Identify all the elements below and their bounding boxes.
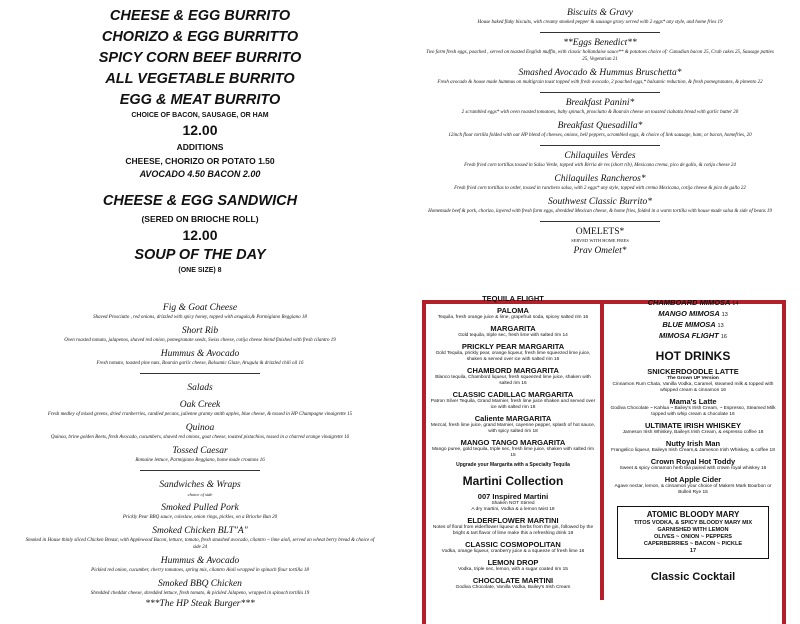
mimosa-item: MIMOSA FLIGHT 16: [659, 331, 727, 340]
dish-name: Chilaquiles Rancheros*: [554, 174, 646, 184]
dish-description: Fresh tomato, toasted pine nuts, Boursin garlic cheese, Balsamic Glaze, Arugula & drizzled chili oil 16: [96, 361, 304, 366]
additions-line: CHEESE, CHORIZO OR POTATO 1.50: [125, 156, 275, 166]
dish-description: Pickled red onion, cucumber, cherry tomatoes, spring mix, cilantro Aioli wrapped in spinach flour tortilla 18: [91, 568, 309, 573]
drink-name: CHOCOLATE MARTINI: [472, 576, 554, 585]
dish-description: Shredded cheddar cheese, shredded lettuce, fresh tomato, & pickled Jalapeno, wrapped in spinach tortilla 19: [90, 591, 310, 596]
drink-description: Mezcal, fresh lime juice, grand Marnier, cayenne pepper, splash of hot sauce, with spicy salted rim 18: [430, 423, 596, 434]
drink-description: Tequila, fresh orange juice & lime, grapefruit soda, spicey salted rim 16: [437, 315, 589, 320]
drink-description: Patron Silver Tequila, Grand Marnier, fresh lime juice shaken and served over ice with salted rim 18: [430, 399, 596, 410]
mimosa-hotdrinks-column: [610, 298, 776, 583]
bloody-mary-box: [617, 506, 769, 559]
drink-name: Caliente MARGARITA: [474, 414, 552, 423]
dish-description: Fresh fried corn tortillas to order, tossed in ranchero salsa, with 2 eggs* any style, topped with crema Mexicana, cotija cheese & pico de gallo 22: [454, 186, 746, 191]
dish-name: Short Rib: [181, 326, 219, 336]
dish-name: Oak Creek: [179, 400, 221, 410]
menu-item-title: CHORIZO & EGG BURRITTO: [101, 29, 299, 45]
drink-description: Notes of floral from elderflower liqueur & herbs from the gin, followed by the bright & tart flavor of lime make this a refreshing drink 18: [432, 525, 594, 536]
drinks-menu-section: [400, 294, 800, 600]
cutoff-heading: TEQUILA FLIGHT: [482, 294, 544, 303]
drink-description: Shaken NOT Stirred A dry martini, Vodka & a lemon twist 18: [471, 501, 555, 512]
bloody-mary-line: GARNISHED WITH LEMON: [657, 527, 729, 533]
dish-name: Biscuits & Gravy: [567, 8, 633, 18]
drink-name: MARGARITA: [490, 324, 536, 333]
sandwiches-title: Sandwiches & Wraps: [159, 480, 241, 490]
divider: [540, 32, 660, 33]
dish-description: Oven roasted tomato, jalapenos, shaved red onion, pomegranate seeds, Swiss cheese, cotija cheese blend finished with fresh cilantro 19: [64, 338, 336, 343]
dish-description: 2 scrambled eggs* with oven roasted tomatoes, baby spinach, prosciutto & Boursin cheese on toasted ciabatta bread with garlic butter 20: [461, 110, 739, 115]
red-column-divider: [600, 300, 604, 600]
dish-name: Smoked Chicken BLT"A": [152, 526, 248, 536]
drink-name: Crown Royal Hot Toddy: [650, 457, 736, 466]
lunch-menu-section: [0, 298, 400, 609]
dish-name: **Eggs Benedict**: [563, 38, 637, 48]
drink-description: Gold Tequila, prickly pear, orange liqueur, fresh lime squeezed lime juice, shaken & served over ice with salted rim 16: [435, 351, 591, 362]
dish-name: Hummus & Avocado: [160, 349, 240, 359]
soup-note: (ONE SIZE) 8: [178, 267, 222, 274]
drink-name: Hot Apple Cider: [664, 475, 722, 484]
dish-description: Homemade beef & pork, chorizo, layered with fresh farm eggs, shredded Mexican cheese, & home fries, folded in a warm tortilla with house made salsa & side of beans 19: [428, 209, 772, 214]
dish-name: Smashed Avocado & Hummus Bruschetta*: [518, 68, 682, 78]
soup-title: SOUP OF THE DAY: [134, 247, 266, 263]
additions-line: AVOCADO 4.50 BACON 2.00: [139, 169, 261, 179]
classic-cocktail-heading: Classic Cocktail: [650, 571, 736, 583]
dish-description: Fresh fried corn tortillas tossed in Salsa Verde, topped with Birria de res (short rib), Mexicana crema, pico de gallo, & cotija cheese 24: [464, 163, 736, 168]
dish-description: Two farm fresh eggs, poached , served on toasted English muffin, with classic hollandaise sauce** & potatoes choice of: Canadian bacon 25, Crab cakes 25, Sausage patties 25, Vegetarian 21: [426, 50, 774, 62]
sandwich-note: (SERED ON BRIOCHE ROLL): [141, 214, 259, 224]
dish-description: Smoked in House thinly sliced Chicken Breast, with Applewood Bacon, lettuce, tomato, fresh smashed avocado, cilantro ~ lime aioli, served on wheat berry bread & choice of side 24: [25, 538, 375, 550]
menu-item-title: ALL VEGETABLE BURRITO: [105, 71, 295, 87]
dish-description: Prickly Pear BBQ sauce, coleslaw, onion rings, pickles, on a Brioche Bun 20: [122, 515, 278, 520]
dish-description: House baked flaky biscuits, with creamy smoked pepper & sausage gravy served with 2 eggs* any style, and home fries 19: [477, 20, 723, 25]
drink-name: CLASSIC CADILLAC MARGARITA: [452, 390, 574, 399]
bloody-mary-line: CAPERBERRIES ~ BACON ~ PICKLE: [643, 541, 743, 547]
margarita-column: [430, 294, 596, 591]
mimosa-item: BLUE MIMOSA 13: [662, 320, 724, 329]
dish-name: Tossed Caesar: [172, 446, 228, 456]
dish-description: Fresh avocado & house made hummus on multigrain toast topped with fresh avocado, 2 poached eggs,* balsamic reduction, & fresh pomegranates, & pimento 22: [437, 80, 763, 85]
mimosa-item: CHAMBOARD MIMOSA 14: [647, 298, 739, 307]
divider: [540, 145, 660, 146]
upgrade-note: Upgrade your Margarita with a Specialty Tequila: [456, 462, 570, 468]
additions-title: ADDITIONS: [176, 142, 224, 152]
salads-title: Salads: [187, 383, 213, 393]
dish-name: Southwest Classic Burrito*: [548, 197, 652, 207]
bloody-mary-line: OLIVES ~ ONION ~ PEPPERS: [653, 534, 733, 540]
drink-name: MANGO TANGO MARGARITA: [460, 438, 566, 447]
drink-description: Vodka, triple sec, lemon, with a sugar coated rim 15: [458, 567, 568, 572]
dish-name: Prav Omelet*: [573, 246, 627, 256]
drink-name: LEMON DROP: [487, 558, 539, 567]
dish-description: Quinoa, brine golden Beets, fresh Avocado, cucumbers, shaved red onions, goat cheese, toasted pistachios, tossed in a charred orange vinaigrette 16: [50, 435, 350, 440]
divider: [140, 470, 260, 471]
drink-name: ULTIMATE IRISH WHISKEY: [645, 421, 741, 430]
drink-name: PRICKLY PEAR MARGARITA: [461, 342, 565, 351]
dish-description: Romaine lettuce, Parmigiano Reggiano, home made croutons 16: [135, 458, 265, 463]
omelets-note: SERVED WITH HOME FRIES: [571, 238, 629, 243]
divider: [540, 92, 660, 93]
dish-description: 12inch flour tortilla folded with our HP blend of cheeses, onions, bell peppers, scrambled eggs, & choice of link sausage, ham, or bacon, homefries, 20: [448, 133, 752, 138]
drink-name: CLASSIC COSMOPOLITAN: [465, 540, 561, 549]
bloody-mary-title: ATOMIC BLOODY MARY: [646, 510, 740, 519]
sandwiches-note: choice of side: [187, 492, 213, 497]
drink-name: Mama's Latte: [669, 397, 717, 406]
burrito-menu-section: [0, 0, 400, 298]
menu-item-title: CHEESE & EGG BURRITO: [109, 8, 291, 24]
dish-description: Fresh medley of mixed greens, dried cranberries, candied pecans, julienne granny smith apples, blue cheese, & tossed in HP Champagne vinaigrette 15: [47, 412, 353, 417]
drink-description: Gold tequila, triple sec, fresh lime with salted rim 14: [458, 333, 568, 338]
bloody-mary-price: 17: [689, 548, 697, 554]
drink-name: Nutty Irish Man: [665, 439, 721, 448]
divider: [540, 221, 660, 222]
dish-name: Smoked BBQ Chicken: [158, 579, 242, 589]
dish-description: Shaved Prosciutto , red onions, drizzled with spicy honey, topped with arugula,& Parmigiano Reggiano 18: [93, 315, 307, 320]
drink-name: CHAMBORD MARGARITA: [467, 366, 559, 375]
drink-name: ELDERFLOWER MARTINI: [467, 516, 559, 525]
sandwich-price: 12.00: [182, 227, 218, 243]
bloody-mary-line: TITOS VODKA, & SPICY BLOODY MARY MIX: [633, 520, 753, 526]
drink-name: PALOMA: [497, 306, 529, 315]
dish-name: Smoked Pulled Pork: [161, 503, 239, 513]
dish-name: ***The HP Steak Burger***: [145, 599, 255, 609]
hot-drinks-title: HOT DRINKS: [655, 349, 731, 363]
dish-name: Fig & Goat Cheese: [162, 303, 238, 313]
drink-description: Godiva Chocolate, Vanilla Vodka, Bailey's Irish Cream: [455, 585, 571, 590]
burrito-price: 12.00: [182, 122, 218, 138]
drink-description: Sweet & spicy cinnamon herb tea paired with crown royal whiskey 16: [619, 466, 767, 471]
dish-name: Breakfast Quesadilla*: [557, 121, 643, 131]
dish-name: Quinoa: [185, 423, 215, 433]
drink-description: Frangelico liqueur, Baileys Irish Cream,& Jameson Irish Whiskey, & coffee 18: [611, 448, 775, 453]
mimosa-item: MANGO MIMOSA 13: [658, 309, 728, 318]
drink-name: 007 Inspired Martini: [477, 492, 549, 501]
sandwich-title: CHEESE & EGG SANDWICH: [102, 193, 298, 209]
dish-name: Chilaquiles Verdes: [564, 151, 636, 161]
drink-description: Jameson Irish Whiskey, Baileys Irish Cream, & espresso coffee 18: [622, 430, 764, 435]
breakfast-menu-section: [400, 0, 800, 298]
drink-description: Cinnamon Rum Chata, Vanilla Vodka, Caramel, steamed milk & topped with whipped cream & cinnamon 16: [612, 382, 774, 393]
drink-description: Vodka, orange liqueur, cranberry juice & a squeeze of fresh lime 16: [441, 549, 585, 554]
martini-title: Martini Collection: [462, 474, 564, 488]
meat-choice-note: CHOICE OF BACON, SAUSAGE, OR HAM: [131, 112, 269, 119]
drink-description: Blanco tequila, Chambord liqueur, fresh squeezed lime juice, shaken with salted rim 16: [435, 375, 591, 386]
menu-item-title: EGG & MEAT BURRITO: [119, 92, 281, 108]
dish-name: Breakfast Panini*: [565, 98, 635, 108]
dish-name: Hummus & Avocado: [160, 556, 240, 566]
drink-description: Agave nectar, lemon, & cinnamon your choice of Makers Mark Bourbon or Bulleit Rye 15: [614, 484, 772, 495]
drink-name: SNICKERDOODLE LATTE: [647, 367, 739, 376]
divider: [140, 373, 260, 374]
menu-item-title: SPICY CORN BEEF BURRITO: [98, 50, 302, 66]
omelets-title: OMELETS*: [575, 227, 625, 237]
drink-description: Mango puree, gold tequila, triple sec, fresh lime juice, shaken with salted rim 15: [431, 447, 595, 458]
drink-subtitle: The Grown UP Version: [667, 376, 719, 381]
drink-description: Godiva Chocolate ~ Kahlua ~ Bailey's Irish Cream, ~ Espresso, Steamed Milk topped with whip cream & chocolate 16: [610, 406, 776, 417]
